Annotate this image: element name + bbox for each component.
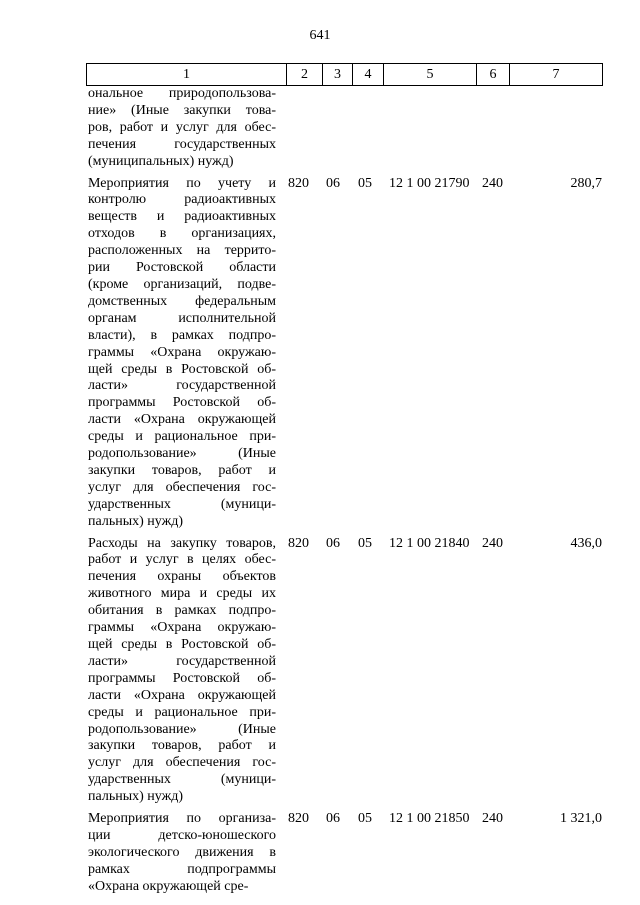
target-article-code: 12 1 00 21840	[389, 535, 470, 551]
description-line: пальных) нужд)	[88, 789, 184, 805]
description-line: пальных) нужд)	[88, 513, 184, 529]
description-line: контролю радиоактивных	[88, 192, 276, 208]
description-line: власти), в рамках подпро-	[88, 327, 276, 343]
column-header-table	[86, 63, 603, 86]
description-line: граммы «Охрана окружаю-	[88, 344, 276, 360]
target-article-code: 12 1 00 21790	[389, 175, 470, 191]
description-line: закупки товаров, работ и	[88, 738, 276, 754]
row-description	[88, 536, 276, 807]
description-line: граммы «Охрана окружаю-	[88, 620, 276, 636]
page-number: 641	[309, 28, 331, 43]
column-header-2: 2	[287, 64, 323, 86]
column-header-5: 5	[384, 64, 477, 86]
column-header-7: 7	[510, 64, 603, 86]
description-line: экологического движения в	[88, 844, 276, 860]
table-row	[88, 811, 602, 896]
table-row	[88, 86, 602, 171]
description-line: ции детско-юношеского	[88, 827, 276, 843]
description-line: ласти «Охрана окружающей	[88, 412, 276, 428]
description-line: Расходы на закупку товаров,	[88, 535, 276, 551]
description-line: щей среды в Ростовской об-	[88, 637, 276, 652]
description-line: щей среды в Ростовской об-	[88, 361, 276, 377]
amount: 280,7	[570, 175, 602, 191]
description-line: программы Ростовской об-	[88, 395, 276, 411]
row-description	[88, 86, 276, 171]
description-line: родопользование» (Иные	[88, 721, 276, 737]
expense-type-code: 240	[482, 175, 503, 191]
description-line: (муниципальных) нужд)	[88, 153, 234, 169]
description-line: программы Ростовской об-	[88, 670, 276, 686]
description-line: рии Ростовской области	[88, 260, 276, 276]
description-line: ударственных (муници-	[88, 496, 276, 512]
description-line: обитания в рамках подпро-	[88, 603, 276, 619]
row-description	[88, 176, 276, 531]
column-header-4: 4	[353, 64, 384, 86]
description-line: ударственных (муници-	[88, 772, 276, 788]
table-row	[88, 536, 602, 807]
description-line: отходов в организациях,	[88, 226, 276, 242]
description-line: ласти «Охрана окружающей	[88, 687, 276, 703]
description-line: расположенных на террито-	[88, 243, 276, 259]
description-line: веществ и радиоактивных	[88, 209, 276, 225]
description-line: Мероприятия по организа-	[88, 811, 276, 827]
description-line: работ и услуг в целях обес-	[88, 552, 276, 568]
description-line: (кроме организаций, подве-	[88, 276, 276, 292]
column-header-1: 1	[87, 64, 287, 86]
description-line: среды и рациональное при-	[88, 704, 276, 720]
description-line: «Охрана окружающей сре-	[88, 878, 249, 894]
target-article-code: 12 1 00 21850	[389, 811, 470, 827]
description-line: родопользование» (Иные	[88, 446, 276, 462]
subsection-code: 05	[358, 175, 372, 191]
description-line: животного мира и среды их	[88, 586, 276, 602]
description-line: ласти» государственной	[88, 653, 276, 669]
description-line: ние» (Иные закупки това-	[88, 102, 276, 118]
description-line: услуг для обеспечения гос-	[88, 479, 276, 495]
description-line: Мероприятия по учету и	[88, 175, 276, 191]
table-body	[88, 86, 602, 896]
section-code: 06	[326, 811, 340, 827]
description-line: закупки товаров, работ и	[88, 462, 276, 478]
subsection-code: 05	[358, 535, 372, 551]
column-header-row	[87, 64, 603, 86]
description-line: органам исполнительной	[88, 310, 276, 326]
description-line: ласти» государственной	[88, 378, 276, 394]
description-line: печения государственных	[88, 136, 276, 152]
admin-code: 820	[288, 811, 309, 827]
expense-type-code: 240	[482, 535, 503, 551]
admin-code: 820	[288, 535, 309, 551]
section-code: 06	[326, 535, 340, 551]
description-line: среды и рациональное при-	[88, 429, 276, 445]
description-line: услуг для обеспечения гос-	[88, 755, 276, 771]
description-line: домственных федеральным	[88, 293, 276, 309]
row-description	[88, 811, 276, 896]
column-header-3: 3	[323, 64, 353, 86]
description-line: рамках подпрограммы	[88, 861, 276, 877]
section-code: 06	[326, 175, 340, 191]
description-line: печения охраны объектов	[88, 569, 276, 585]
admin-code: 820	[288, 175, 309, 191]
description-line: ональное природопользова-	[88, 86, 276, 101]
amount: 436,0	[570, 535, 602, 551]
description-line: ров, работ и услуг для обес-	[88, 119, 276, 135]
column-header-6: 6	[477, 64, 510, 86]
subsection-code: 05	[358, 811, 372, 827]
table-row	[88, 176, 602, 531]
expense-type-code: 240	[482, 811, 503, 827]
amount: 1 321,0	[560, 811, 602, 827]
